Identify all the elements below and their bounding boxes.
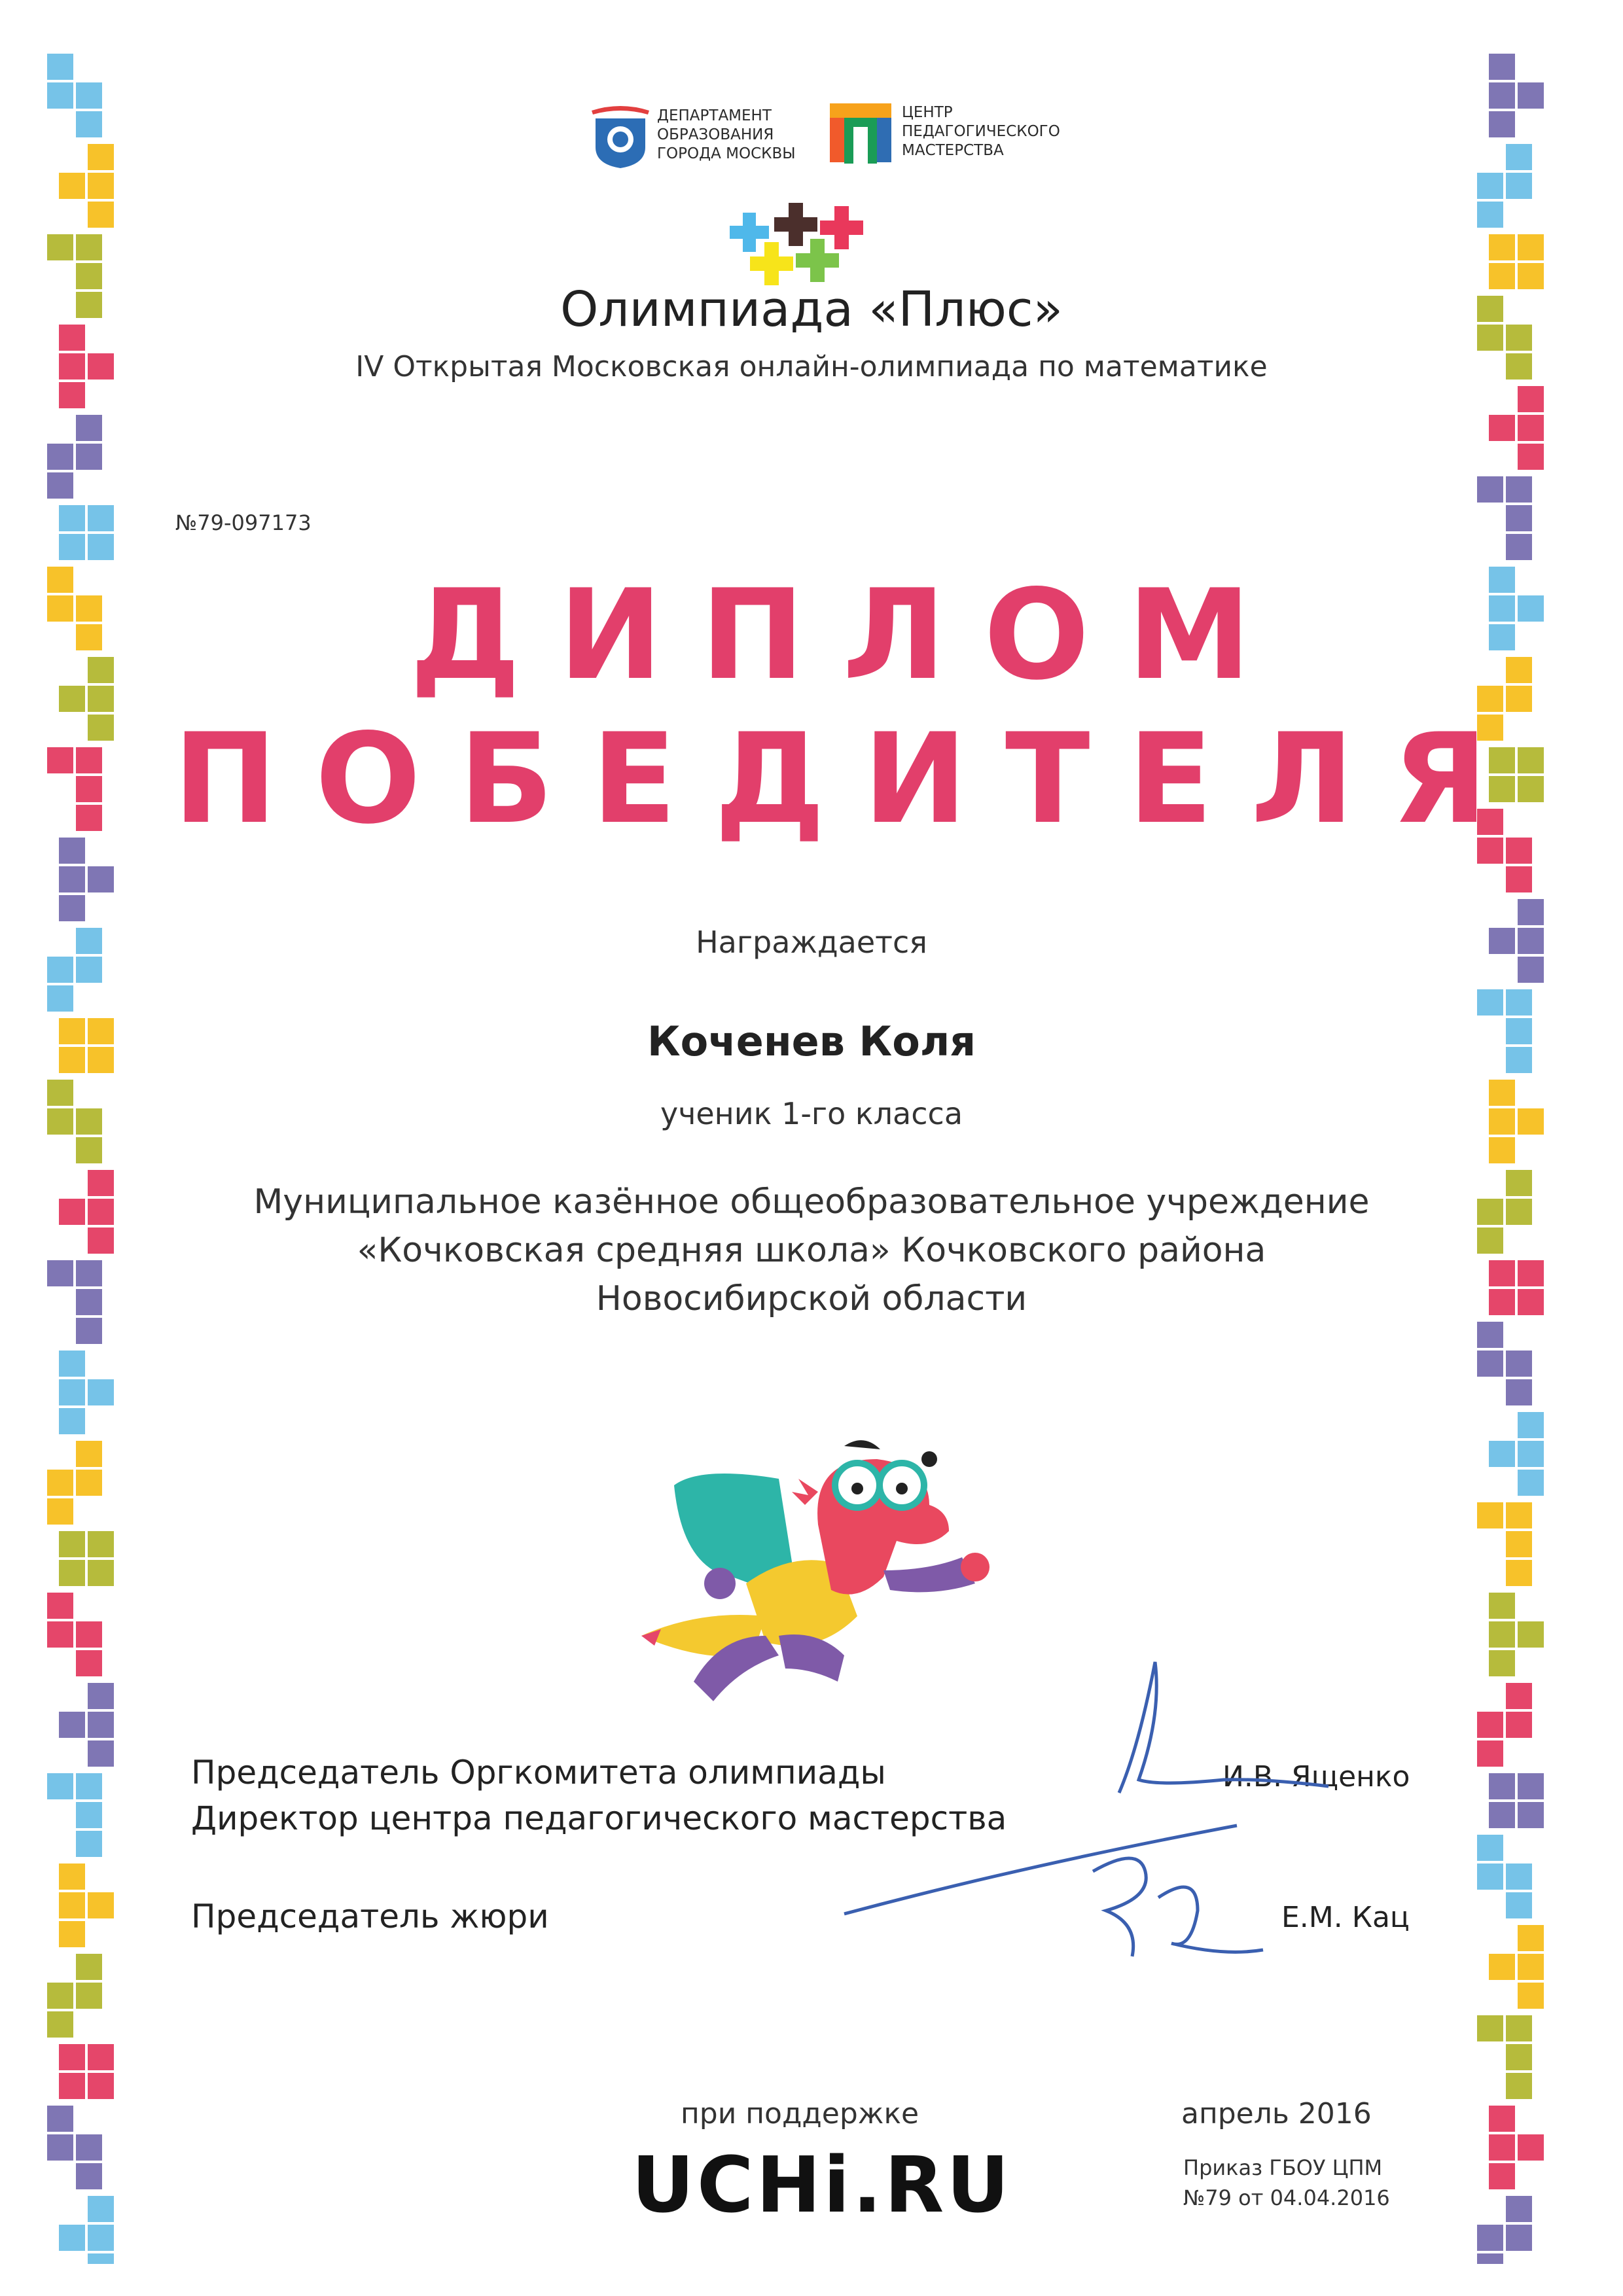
tetris-tile [1477,2015,1503,2041]
olympiad-subtitle: IV Открытая Московская онлайн-олимпиада по математике [355,350,1268,383]
tetris-tile [1489,1773,1515,1799]
tetris-tile [1477,476,1503,503]
tetris-tile [1518,82,1544,109]
tetris-tile [47,234,73,260]
tetris-tile [1489,1802,1515,1828]
tetris-tile [88,144,114,170]
tetris-tile [76,234,102,260]
tetris-tile [1506,1351,1532,1377]
tetris-tile [1518,1441,1544,1467]
tetris-tile [59,1408,85,1434]
center-line-3: МАСТЕРСТВА [902,142,1004,159]
tetris-tile [1518,1412,1544,1438]
recipient-name: Коченев Коля [647,1017,976,1065]
tetris-tile [59,866,85,892]
diploma-title-line-1: ДИПЛОМ [410,563,1289,707]
center-line-2: ПЕДАГОГИЧЕСКОГО [902,123,1060,140]
school-line-3: Новосибирской области [596,1279,1027,1318]
tetris-tile [1506,1560,1532,1586]
tetris-tile [76,957,102,983]
order-line-2: №79 от 04.04.2016 [1183,2185,1390,2210]
tetris-tile [88,2073,114,2099]
tetris-tile [88,173,114,199]
tetris-tile [1506,2225,1532,2251]
tetris-tile [1489,1593,1515,1619]
tetris-tile [59,1379,85,1405]
tetris-tile [88,2196,114,2222]
tetris-tile [1477,2225,1503,2251]
tetris-tile [1506,144,1532,170]
tetris-tile [1489,82,1515,109]
tetris-tile [1489,111,1515,137]
tetris-tile [1506,534,1532,560]
tetris-tile [76,444,102,470]
tetris-tile [88,1560,114,1586]
tetris-tile [1489,2163,1515,2189]
tetris-tile [76,1470,102,1496]
tetris-tile [1477,173,1503,199]
tetris-tile [1506,1712,1532,1738]
role-chairman-organizing: Председатель Оргкомитета олимпиады [191,1754,886,1792]
diploma-title-line-2: ПОБЕДИТЕЛЯ [173,707,1526,851]
tetris-tile [1518,1621,1544,1648]
tetris-tile [1506,1892,1532,1918]
tetris-tile [47,444,73,470]
handwritten-signatures [831,1649,1368,1989]
tetris-tile [59,1712,85,1738]
tetris-tile [47,1593,73,1619]
order-line-1: Приказ ГБОУ ЦПМ [1183,2155,1383,2180]
tetris-tile [1477,1835,1503,1861]
tetris-tile [1506,866,1532,892]
tetris-tile [76,1621,102,1648]
tetris-tile [1518,1954,1544,1980]
tetris-tile [1506,2015,1532,2041]
left-tetris-border [46,52,144,2264]
school-line-1: Муниципальное казённое общеобразовательное учреждение [253,1182,1370,1222]
tetris-tile [1506,989,1532,1016]
school-name [0,1178,1623,1323]
tetris-tile [76,82,102,109]
signatory-kats: Е.М. Кац [1281,1901,1410,1934]
tetris-tile [47,2011,73,2038]
tetris-tile [1477,202,1503,228]
issue-date: апрель 2016 [1181,2097,1372,2130]
tetris-tile [1489,1441,1515,1467]
tetris-tile [1506,2073,1532,2099]
tetris-tile [88,1892,114,1918]
tetris-tile [88,534,114,560]
olympiad-plus-logo-icon [726,193,903,291]
tetris-tile [1477,1712,1503,1738]
tetris-tile [47,1470,73,1496]
tetris-tile [88,1712,114,1738]
tetris-tile [76,1650,102,1676]
tetris-tile [59,2044,85,2070]
dept-line-3: ГОРОДА МОСКВЫ [657,145,796,162]
tetris-tile [59,173,85,199]
tetris-tile [88,1379,114,1405]
tetris-tile [1506,1531,1532,1557]
tetris-tile [1489,1621,1515,1648]
tetris-tile [47,472,73,499]
tetris-tile [59,534,85,560]
uchi-ru-logo: UCHi.RU [632,2140,1012,2230]
tetris-tile [1477,989,1503,1016]
tetris-tile [1518,444,1544,470]
dept-line-1: ДЕПАРТАМЕНТ [657,107,772,124]
tetris-tile [59,1560,85,1586]
tetris-tile [1489,234,1515,260]
tetris-tile [88,505,114,531]
tetris-tile [1518,899,1544,925]
tetris-tile [1489,1954,1515,1980]
tetris-tile [1477,1740,1503,1767]
tetris-tile [1518,386,1544,412]
tetris-tile [47,1498,73,1525]
tetris-tile [1489,54,1515,80]
tetris-tile [47,82,73,109]
department-logo [589,101,798,173]
tetris-tile [47,1773,73,1799]
tetris-tile [76,2134,102,2161]
tetris-tile [59,505,85,531]
tetris-tile [76,1983,102,2009]
tetris-tile [47,1621,73,1648]
tetris-tile [1477,1863,1503,1890]
tetris-tile [1518,1983,1544,2009]
tetris-tile [1489,1137,1515,1163]
tetris-tile [1489,2134,1515,2161]
tetris-tile [1518,957,1544,983]
recipient-grade: ученик 1-го класса [660,1096,963,1131]
tetris-tile [88,2225,114,2251]
cpm-cube-icon [825,98,897,167]
tetris-tile [76,1441,102,1467]
tetris-tile [1518,1773,1544,1799]
tetris-tile [76,1831,102,1857]
tetris-tile [1477,2253,1503,2264]
role-jury-chairman: Председатель жюри [191,1898,549,1935]
role-director-center: Директор центра педагогического мастерства [191,1799,1007,1837]
tetris-tile [88,2253,114,2264]
tetris-tile [88,2044,114,2070]
tetris-tile [1477,1351,1503,1377]
tetris-tile [47,2106,73,2132]
school-line-2: «Кочковская средняя школа» Кочковского района [357,1231,1266,1270]
tetris-tile [59,1863,85,1890]
support-label: при поддержке [681,2097,919,2130]
tetris-tile [76,415,102,441]
signatory-yaschenko: И.В. Ященко [1222,1760,1410,1793]
tetris-tile [59,1892,85,1918]
tetris-tile [88,1683,114,1709]
tetris-tile [59,895,85,921]
tetris-tile [88,202,114,228]
tetris-tile [1506,2196,1532,2222]
tetris-tile [47,54,73,80]
olympiad-title: Олимпиада «Плюс» [560,281,1063,338]
tetris-tile [1489,415,1515,441]
moscow-emblem-icon [589,101,652,169]
tetris-tile [59,2225,85,2251]
tetris-tile [1506,1379,1532,1405]
tetris-tile [88,866,114,892]
tetris-tile [76,1954,102,1980]
tetris-tile [59,382,85,408]
tetris-tile [88,1531,114,1557]
center-line-1: ЦЕНТР [902,104,953,121]
tetris-tile [76,111,102,137]
tetris-tile [1489,2106,1515,2132]
tetris-tile [1506,476,1532,503]
tetris-tile [1506,505,1532,531]
tetris-tile [76,1773,102,1799]
tetris-tile [1506,1863,1532,1890]
center-logo [825,98,1073,170]
tetris-tile [1506,2044,1532,2070]
tetris-tile [1518,234,1544,260]
tetris-tile [47,1983,73,2009]
tetris-tile [1506,1502,1532,1528]
tetris-tile [1518,2134,1544,2161]
tetris-tile [59,1531,85,1557]
tetris-tile [1489,1650,1515,1676]
tetris-tile [1518,1925,1544,1951]
dept-line-2: ОБРАЗОВАНИЯ [657,126,774,143]
tetris-tile [1518,1470,1544,1496]
tetris-tile [59,1351,85,1377]
certificate-number: №79-097173 [175,510,312,535]
tetris-tile [1506,1683,1532,1709]
tetris-tile [1506,173,1532,199]
tetris-tile [1518,415,1544,441]
awarded-label: Награждается [696,925,927,960]
tetris-tile [47,985,73,1012]
tetris-tile [1477,1502,1503,1528]
tetris-tile [59,1921,85,1947]
tetris-tile [47,957,73,983]
tetris-tile [1477,1322,1503,1348]
tetris-tile [76,2163,102,2189]
right-tetris-border [1476,52,1574,2264]
tetris-tile [76,1802,102,1828]
order-reference [1183,2153,1390,2213]
tetris-tile [59,2073,85,2099]
tetris-tile [76,1137,102,1163]
tetris-tile [88,1740,114,1767]
tetris-tile [1518,1802,1544,1828]
tetris-tile [47,2134,73,2161]
